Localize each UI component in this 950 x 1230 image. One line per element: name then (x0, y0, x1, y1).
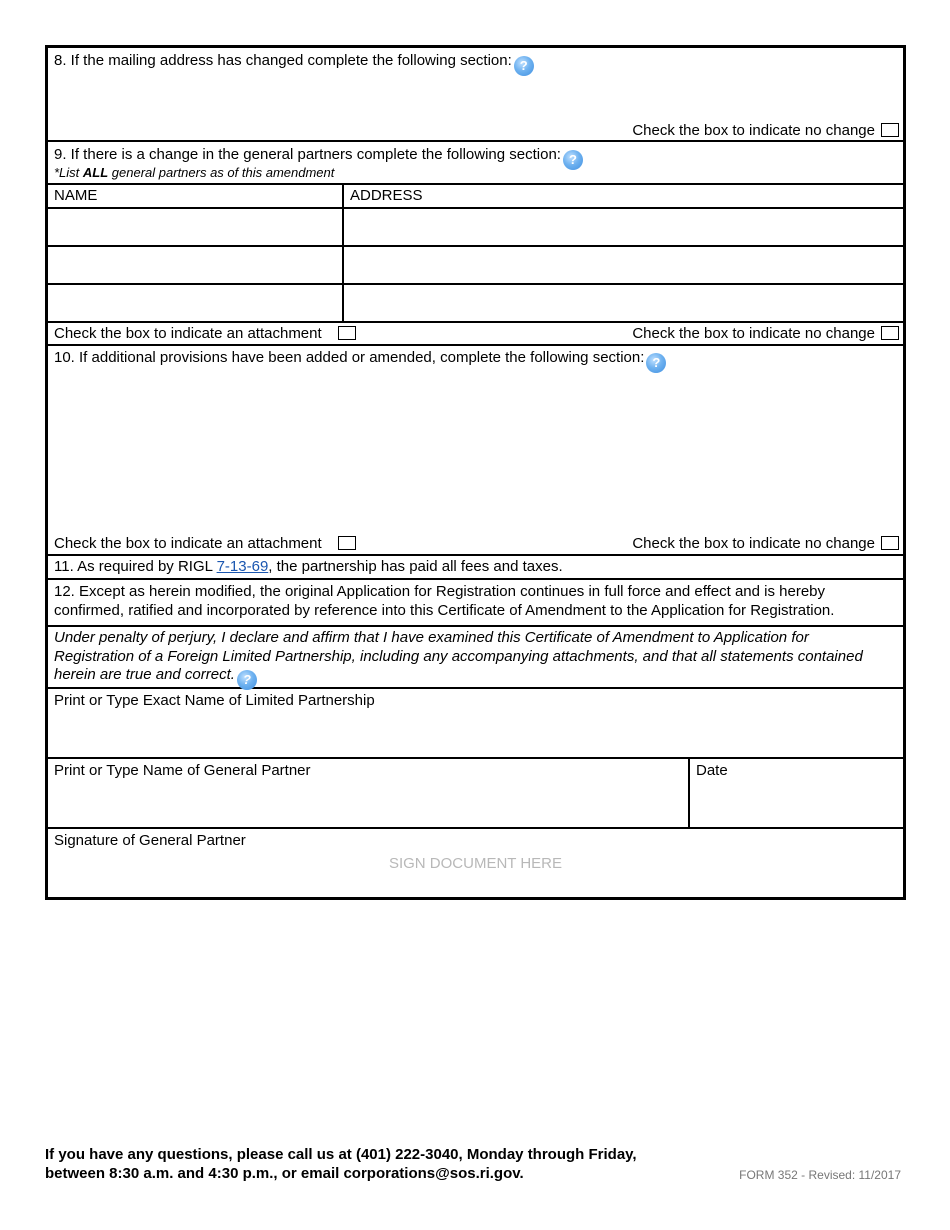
amendment-form (45, 45, 906, 900)
section-9-no-change-checkbox[interactable] (881, 326, 899, 340)
partnership-name-input[interactable] (48, 713, 903, 757)
section-9-note: *List ALL general partners as of this amendment (54, 165, 335, 180)
perjury-line-3: herein are true and correct. (54, 666, 235, 683)
perjury-statement (48, 627, 903, 689)
partner-address-input[interactable] (344, 247, 903, 283)
partner-address-input[interactable] (344, 209, 903, 245)
help-icon[interactable]: ? (237, 670, 257, 690)
partners-table-header (48, 185, 903, 209)
section-10 (48, 346, 903, 556)
section-8-no-change-checkbox[interactable] (881, 123, 899, 137)
general-partner-section (48, 759, 903, 829)
section-9-options (48, 323, 903, 346)
footer-contact-line-1: If you have any questions, please call us at (401) 222-3040, Monday through Friday, (45, 1146, 637, 1163)
help-icon[interactable]: ? (514, 56, 534, 76)
table-row (48, 209, 903, 247)
section-11 (48, 556, 903, 580)
section-9-attachment-checkbox[interactable] (338, 326, 356, 340)
section-8-label: 8. If the mailing address has changed complete the following section: (54, 52, 512, 69)
table-row (48, 247, 903, 285)
perjury-line-2: Registration of a Foreign Limited Partnership, including any accompanying attachments, and that all statements contained (54, 648, 863, 665)
footer-contact (45, 1145, 637, 1183)
section-12-line-2: confirmed, ratified and incorporated by reference into this Certificate of Amendment to the Application for Registration. (54, 602, 835, 619)
section-10-label: 10. If additional provisions have been added or amended, complete the following section: (54, 349, 645, 366)
column-header-name: NAME (54, 187, 98, 204)
general-partner-name-label: Print or Type Name of General Partner (54, 762, 311, 779)
partner-name-input[interactable] (48, 209, 342, 245)
partnership-name-label: Print or Type Exact Name of Limited Partnership (54, 692, 375, 709)
sign-document-here[interactable]: SIGN DOCUMENT HERE (388, 855, 563, 872)
help-icon[interactable]: ? (563, 150, 583, 170)
section-10-attachment-checkbox[interactable] (338, 536, 356, 550)
partnership-name-section (48, 689, 903, 759)
partner-name-input[interactable] (48, 247, 342, 283)
table-row (48, 285, 903, 323)
section-8-no-change-label: Check the box to indicate no change (632, 122, 875, 139)
help-icon[interactable]: ? (646, 353, 666, 373)
partner-name-input[interactable] (48, 285, 342, 321)
form-revision: FORM 352 - Revised: 11/2017 (739, 1168, 901, 1182)
section-10-attachment-label: Check the box to indicate an attachment (54, 535, 322, 552)
column-header-address: ADDRESS (350, 187, 423, 204)
date-label: Date (696, 762, 728, 779)
general-partner-name-input[interactable] (48, 783, 688, 827)
signature-label: Signature of General Partner (54, 832, 246, 849)
signature-section (48, 829, 903, 897)
section-9-attachment-label: Check the box to indicate an attachment (54, 325, 322, 342)
footer-contact-line-2: between 8:30 a.m. and 4:30 p.m., or email corporations@sos.ri.gov. (45, 1165, 524, 1182)
additional-provisions-textarea[interactable] (48, 372, 903, 530)
section-9-no-change-label: Check the box to indicate no change (632, 325, 875, 342)
partner-address-input[interactable] (344, 285, 903, 321)
section-9 (48, 142, 903, 185)
section-11-text: 11. As required by RIGL 7-13-69, the partnership has paid all fees and taxes. (54, 558, 563, 575)
section-12-line-1: 12. Except as herein modified, the original Application for Registration continues in full force and effect and is hereby (54, 583, 826, 600)
section-9-label: 9. If there is a change in the general partners complete the following section: (54, 146, 561, 163)
section-8 (48, 48, 903, 142)
section-10-no-change-checkbox[interactable] (881, 536, 899, 550)
perjury-line-1: Under penalty of perjury, I declare and affirm that I have examined this Certificate of Amendment to Application for (54, 629, 809, 646)
section-12 (48, 580, 903, 627)
date-input[interactable] (690, 783, 903, 827)
section-10-no-change-label: Check the box to indicate no change (632, 535, 875, 552)
rigl-link[interactable]: 7-13-69 (216, 558, 269, 575)
